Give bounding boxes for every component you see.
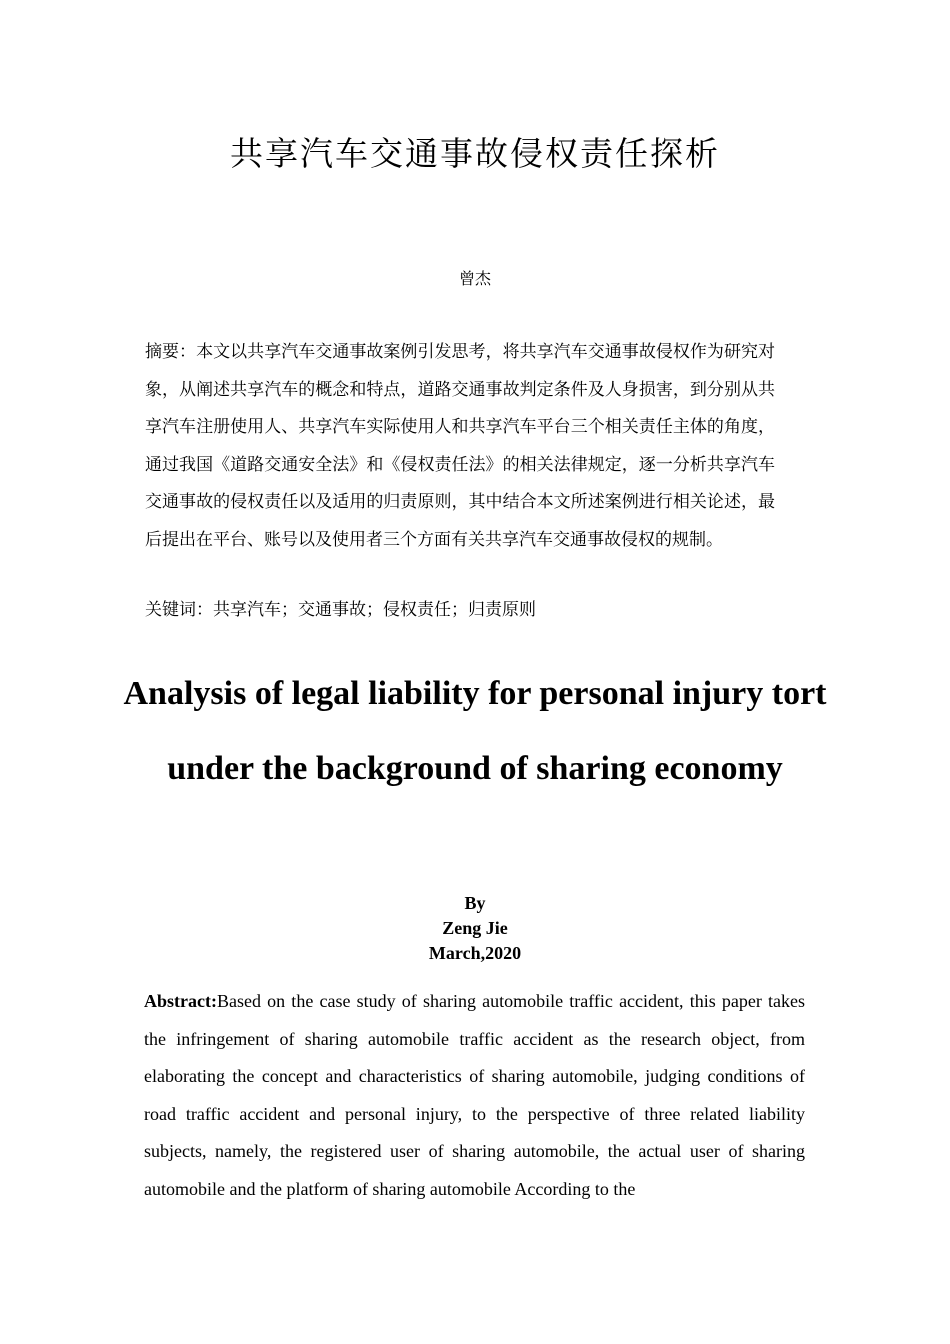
- chinese-keywords-label: 关键词：: [145, 600, 213, 620]
- english-author: Zeng Jie: [442, 918, 508, 938]
- chinese-author: 曾杰: [458, 269, 491, 288]
- chinese-abstract-text: 本文以共享汽车交通事故案例引发思考，将共享汽车交通事故侵权作为研究对象，从阐述共享汽车的概念和特点，道路交通事故判定条件及人身损害，到分别从共享汽车注册使用人、共享汽车实际使用人和共享汽车平台三个相关责任主体的角度，通过我国《道路交通安全法》和《侵权责任法》的相关法律规定，逐一分析共享汽车交通事故的侵权责任以及适用的归责原则，其中结合本文所述案例进行相关论述，最后提出在平台、账号以及使用者三个方面有关共享汽车交通事故侵权的规制。: [145, 342, 776, 550]
- english-by-line: By: [464, 893, 486, 913]
- chinese-keywords: [145, 592, 775, 630]
- chinese-title: 共享汽车交通事故侵权责任探析: [230, 134, 720, 173]
- english-abstract-label: Abstract:: [144, 991, 217, 1011]
- chinese-abstract: [145, 334, 775, 559]
- chinese-keywords-text: 共享汽车；交通事故；侵权责任；归责原则: [213, 600, 536, 620]
- english-date: March,2020: [428, 943, 522, 963]
- english-abstract-text: Based on the case study of sharing automobile traffic accident, this paper takes the infringement of sharing automobile traffic accident as the research object, from elaborating the concept and characteristics of sharing automobile, judging conditions of road traffic accident and personal injury, to the perspective of three related liability subjects, namely, the registered user of sharing automobile, the actual user of sharing automobile and the platform of sharing automobile According to the: [144, 991, 805, 1199]
- english-abstract: [144, 983, 805, 1208]
- english-title: Analysis of legal liability for personal injury tort under the background of sharing economy: [123, 675, 827, 787]
- chinese-abstract-label: 摘要：: [145, 342, 197, 362]
